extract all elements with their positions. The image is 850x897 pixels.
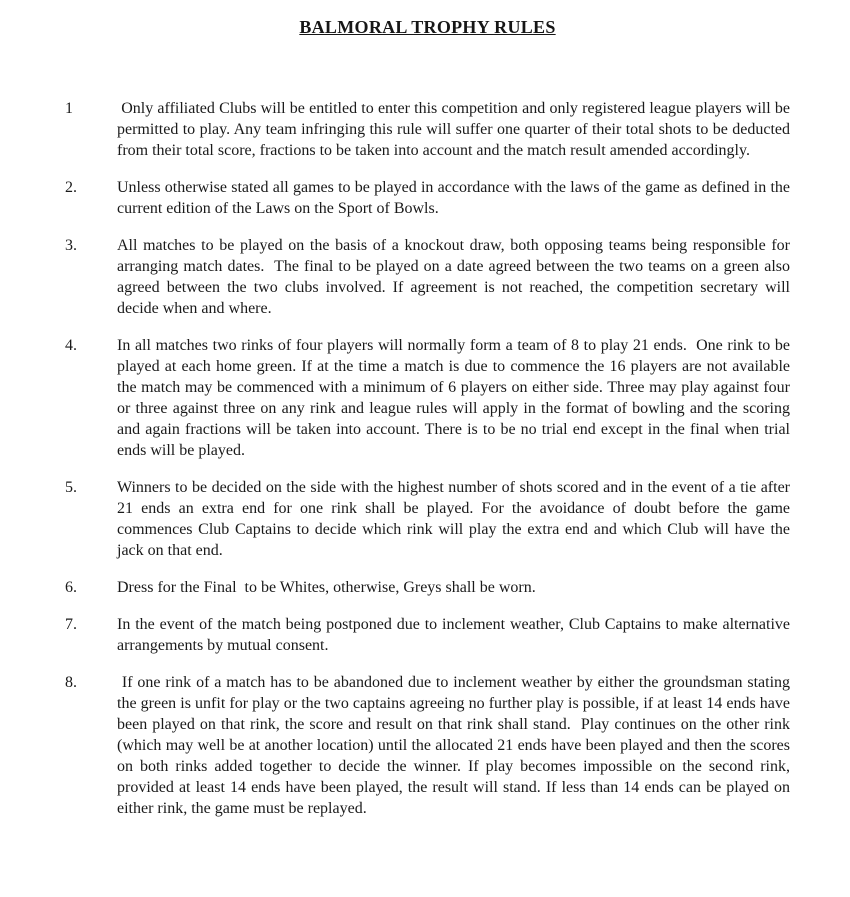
rule-item: [65, 672, 795, 819]
rule-number: 4.: [65, 337, 77, 354]
rule-text: If one rink of a match has to be abandoned due to inclement weather by either the groundsman stating the green is unfit for play or the two captains agreeing no further play is possible, if at least 14 ends have been played on that rink, the score and result on that rink shall stand. Play continues on the other rink (which may well be at another location) until the allocated 21 ends have been played and then the scores on both rinks added together to decide the winner. If play becomes impossible on the second rink, provided at least 14 ends have been played, the result will stand. If less than 14 ends can be played on either rink, the game must be replayed.: [117, 674, 795, 817]
rule-number: 6.: [65, 579, 77, 596]
rule-text: Winners to be decided on the side with the highest number of shots scored and in the event of a tie after 21 ends an extra end for one rink shall be played. For the avoidance of doubt before the game commences Club Captains to decide which rink will play the extra end and which Club will have the jack on that end.: [117, 479, 794, 559]
rule-number: 5.: [65, 479, 77, 496]
rule-text: All matches to be played on the basis of a knockout draw, both opposing teams being responsible for arranging match dates. The final to be played on a date agreed between the two teams on a green also agreed between the two clubs involved. If agreement is not reached, the competition secretary will decide when and where.: [117, 237, 794, 317]
rule-item: [65, 577, 790, 598]
rule-number: 3.: [65, 237, 77, 254]
rule-text: Unless otherwise stated all games to be played in accordance with the laws of the game as defined in the current edition of the Laws on the Sport of Bowls.: [117, 179, 794, 217]
rule-text: In the event of the match being postponed due to inclement weather, Club Captains to make alternative arrangements by mutual consent.: [117, 616, 794, 654]
rule-item: [65, 335, 794, 461]
rule-item: [65, 235, 794, 319]
rule-number: 1: [65, 100, 73, 117]
page-title: BALMORAL TROPHY RULES: [299, 17, 556, 37]
rule-text: In all matches two rinks of four players will normally form a team of 8 to play 21 ends. One rink to be played at each home green. If at the time a match is due to commence the 16 players are not available the match may be commenced with a minimum of 6 players on either side. Three may play against four or three against three on any rink and league rules will apply in the format of bowling and the scoring and again fractions will be taken into account. There is to be no trial end except in the final when trial ends will be played.: [117, 337, 794, 459]
rule-item: [65, 477, 794, 561]
rules-list: [65, 98, 795, 819]
rule-text: Only affiliated Clubs will be entitled to enter this competition and only registered league players will be permitted to play. Any team infringing this rule will suffer one quarter of their total shots to be deducted from their total score, fractions to be taken into account and the match result amended accordingly.: [117, 100, 795, 159]
rule-number: 8.: [65, 674, 77, 691]
rule-text: Dress for the Final to be Whites, otherwise, Greys shall be worn.: [117, 579, 536, 596]
rule-item: [65, 614, 794, 656]
rule-number: 7.: [65, 616, 77, 633]
rule-item: [65, 98, 795, 161]
rule-item: [65, 177, 794, 219]
rule-number: 2.: [65, 179, 77, 196]
